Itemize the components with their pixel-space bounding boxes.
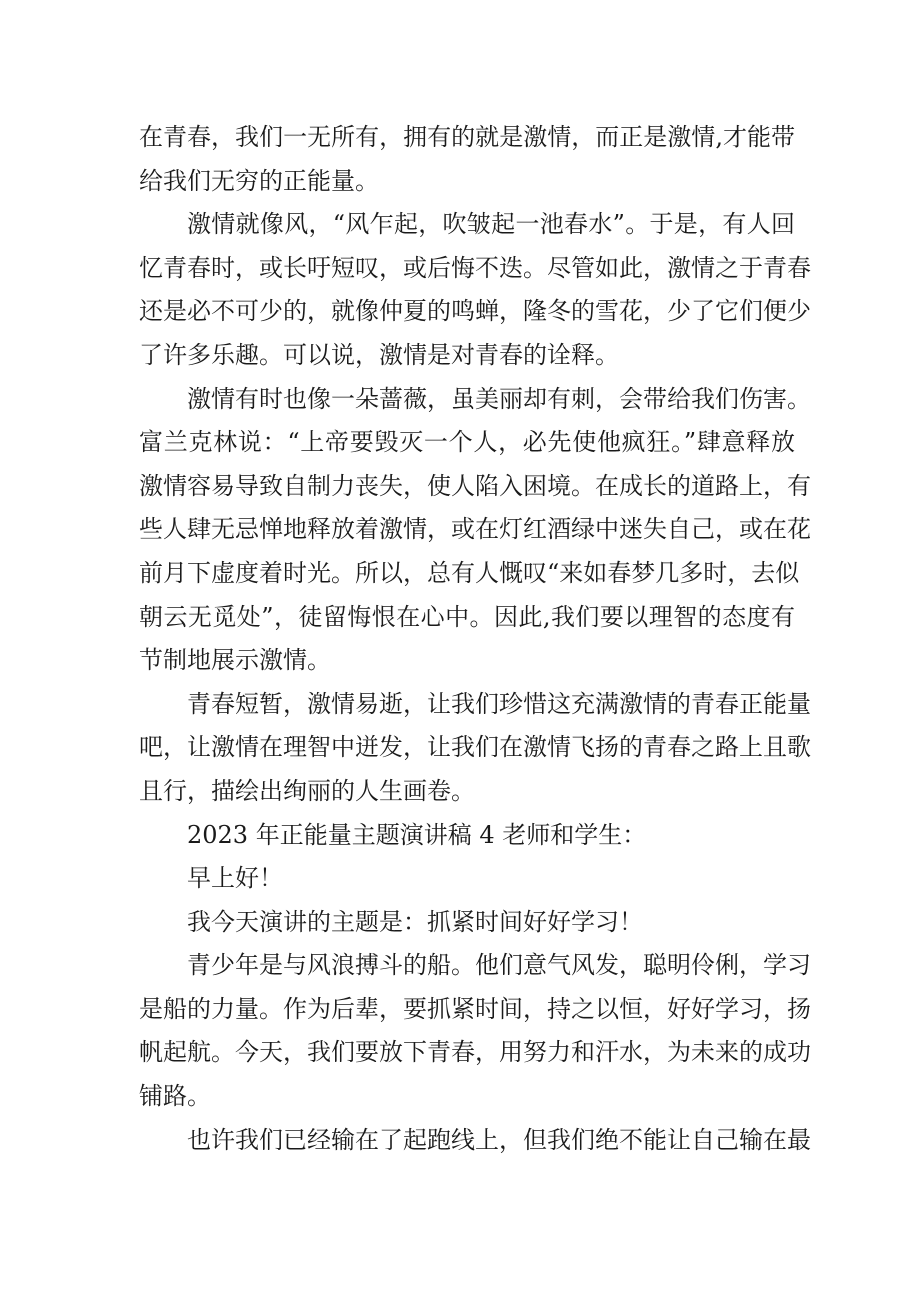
- text-line: 且行，描绘出绚丽的人生画卷。: [139, 776, 475, 805]
- text-line: 激情容易导致自制力丧失，使人陷入困境。在成长的道路上，有: [139, 471, 811, 500]
- text-line: 激情有时也像一朵蔷薇，虽美丽却有刺，会带给我们伤害。: [187, 384, 811, 413]
- text-line: 帆起航。今天，我们要放下青春，用努力和汗水，为未来的成功: [139, 1038, 811, 1067]
- text-line: 是船的力量。作为后辈，要抓紧时间，持之以恒，好好学习，扬: [139, 994, 811, 1023]
- text-line: 些人肆无忌惮地释放着激情，或在灯红酒绿中迷失自己，或在花: [139, 515, 811, 544]
- text-line: 青春短暂，激情易逝，让我们珍惜这充满激情的青春正能量: [187, 689, 811, 718]
- text-line: 激情就像风，“风乍起，吹皱起一池春水”。于是，有人回: [187, 210, 795, 239]
- text-line: 铺路。: [139, 1082, 211, 1111]
- text-line: 在青春，我们一无所有，拥有的就是激情，而正是激情,才能带: [139, 123, 795, 151]
- text-line: 早上好！: [187, 864, 283, 893]
- text-line: 富兰克林说：“上帝要毁灭一个人，必先使他疯狂。”肆意释放: [139, 428, 795, 457]
- text-line: 前月下虚度着时光。所以，总有人慨叹“来如春梦几多时，去似: [139, 558, 800, 587]
- text-line: 也许我们已经输在了起跑线上，但我们绝不能让自己输在最: [187, 1125, 811, 1154]
- text-line: 了许多乐趣。可以说，激情是对青春的诠释。: [139, 340, 619, 369]
- text-line: 青少年是与风浪搏斗的船。他们意气风发，聪明伶俐，学习: [187, 951, 811, 980]
- text-line: 2023 年正能量主题演讲稿 4 老师和学生：: [187, 820, 647, 849]
- text-line: 节制地展示激情。: [139, 646, 331, 675]
- text-line: 还是必不可少的，就像仲夏的鸣蝉，隆冬的雪花，少了它们便少: [139, 297, 811, 326]
- text-line: 我今天演讲的主题是：抓紧时间好好学习！: [187, 907, 643, 936]
- document-body: [139, 116, 811, 1162]
- text-line: 给我们无穷的正能量。: [139, 166, 379, 195]
- text-line: 朝云无觅处”，徒留悔恨在心中。因此,我们要以理智的态度有: [139, 602, 795, 631]
- text-line: 吧，让激情在理智中迸发，让我们在激情飞扬的青春之路上且歌: [139, 733, 811, 762]
- text-line: 忆青春时，或长吁短叹，或后悔不迭。尽管如此，激情之于青春: [139, 253, 811, 282]
